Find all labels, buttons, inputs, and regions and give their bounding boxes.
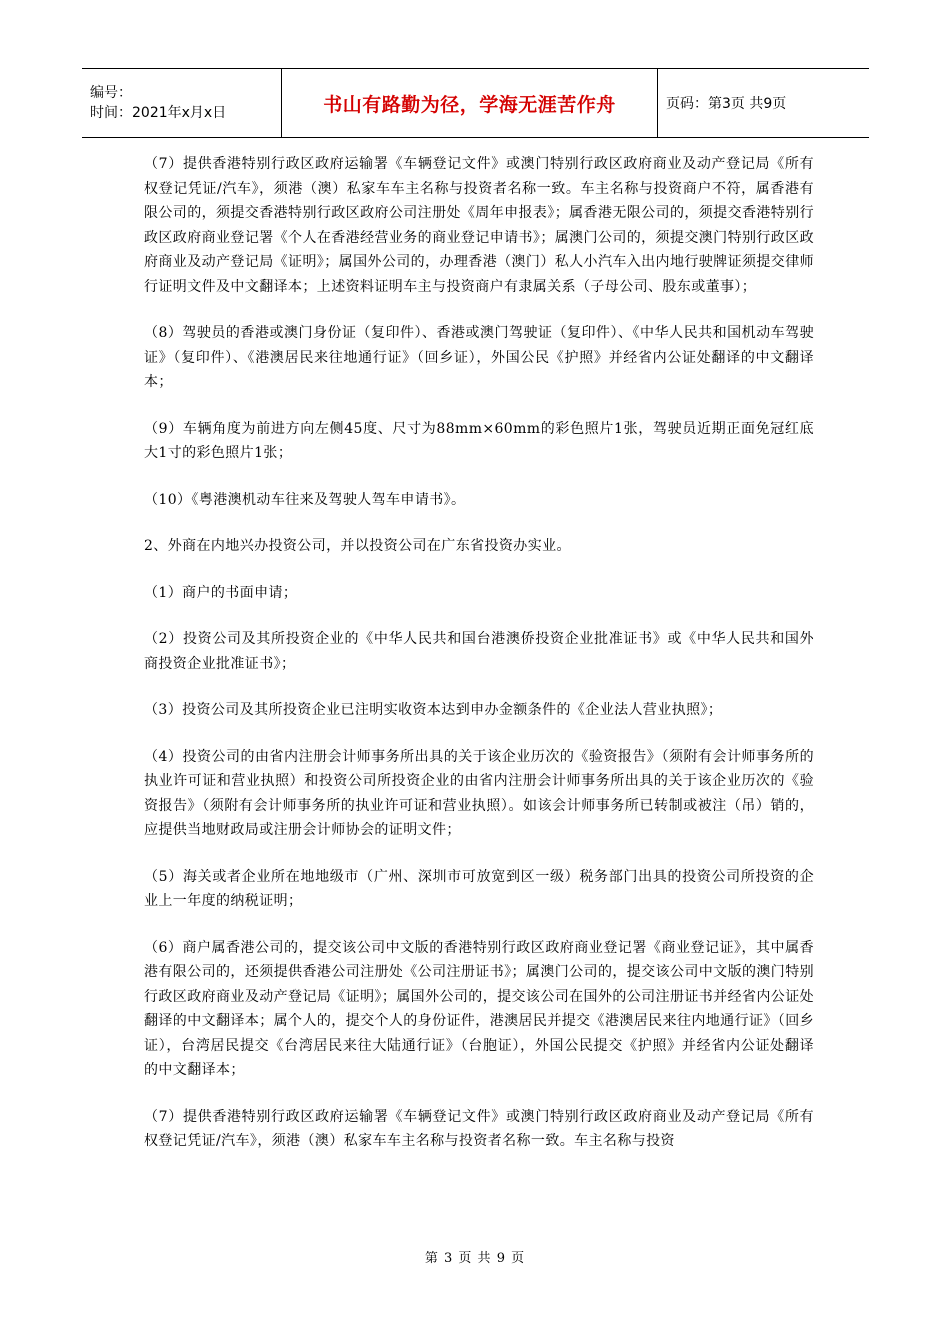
page-number-label: 页码：第3页 共9页 (666, 96, 787, 112)
document-body (144, 152, 814, 1176)
paragraph: （5）海关或者企业所在地地级市（广州、深圳市可放宽到区一级）税务部门出具的投资公司所投资的企业上一年度的纳税证明； (144, 868, 814, 909)
paragraph: （6）商户属香港公司的，提交该公司中文版的香港特别行政区政府商业登记署《商业登记证》，其中属香港有限公司的，还须提供香港公司注册处《公司注册证书》；属澳门公司的，提交该公司中文版的澳门特别行政区政府商业及动产登记局《证明》；属国外公司的，提交该公司在国外的公司注册证书并经省内公证处翻译的中文翻译本；属个人的，提交个人的身份证件，港澳居民并提交《港澳居民来往内地通行证》（回乡证），台湾居民提交《台湾居民来往大陆通行证》（台胞证），外国公民提交《护照》并经省内公证处翻译的中文翻译本； (144, 939, 814, 1078)
paragraph: 2、外商在内地兴办投资公司，并以投资公司在广东省投资办实业。 (144, 538, 571, 554)
paragraph: （9）车辆角度为前进方向左侧45度、尺寸为88mm×60mm的彩色照片1张，驾驶员近期正面免冠红底大1寸的彩色照片1张； (144, 420, 814, 461)
paragraph: （3）投资公司及其所投资企业已注明实收资本达到申办金额条件的《企业法人营业执照》； (144, 702, 723, 718)
page-header (82, 68, 869, 138)
paragraph: （7）提供香港特别行政区政府运输署《车辆登记文件》或澳门特别行政区政府商业及动产登记局《所有权登记凭证/汽车》，须港（澳）私家车车主名称与投资者名称一致。车主名称与投资商户不符，属香港有限公司的，须提交香港特别行政区政府公司注册处《周年申报表》；属香港无限公司的，须提交香港特别行政区政府商业登记署《个人在香港经营业务的商业登记申请书》；属澳门公司的，须提交澳门特别行政区政府商业及动产登记局《证明》；属国外公司的，办理香港（澳门）私人小汽车入出内地行驶牌证须提交律师行证明文件及中文翻译本；上述资料证明车主与投资商户有隶属关系（子母公司、股东或董事）； (144, 156, 814, 295)
paragraph: （1）商户的书面申请； (144, 584, 298, 601)
time-label: 时间：2021年x月x日 (90, 105, 227, 121)
paragraph: （10）《粤港澳机动车往来及驾驶人驾车申请书》。 (144, 491, 466, 508)
header-meta (82, 69, 282, 137)
paragraph: （2）投资公司及其所投资企业的《中华人民共和国台港澳侨投资企业批准证书》或《中华人民共和国外商投资企业批准证书》； (144, 631, 814, 672)
number-label: 编号： (90, 85, 132, 101)
motto-text: 书山有路勤为径，学海无涯苦作舟 (323, 93, 616, 116)
header-motto-cell (282, 69, 658, 137)
paragraph: （4）投资公司的由省内注册会计师事务所出具的关于该企业历次的《验资报告》（须附有会计师事务所的执业许可证和营业执照）和投资公司所投资企业的由省内注册会计师事务所出具的关于该企业历次的《验资报告》（须附有会计师事务所的执业许可证和营业执照）。如该会计师事务所已转制或被注（吊）销的，应提供当地财政局或注册会计师协会的证明文件； (144, 748, 814, 838)
paragraph: （7）提供香港特别行政区政府运输署《车辆登记文件》或澳门特别行政区政府商业及动产登记局《所有权登记凭证/汽车》，须港（澳）私家车车主名称与投资者名称一致。车主名称与投资 (144, 1108, 814, 1149)
page-footer: 第 3 页 共 9 页 (424, 1251, 526, 1266)
header-page-cell (658, 69, 869, 137)
paragraph: （8）驾驶员的香港或澳门身份证（复印件）、香港或澳门驾驶证（复印件）、《中华人民共和国机动车驾驶证》（复印件）、《港澳居民来往地通行证》（回乡证），外国公民《护照》并经省内公证处翻译的中文翻译本； (144, 325, 814, 390)
